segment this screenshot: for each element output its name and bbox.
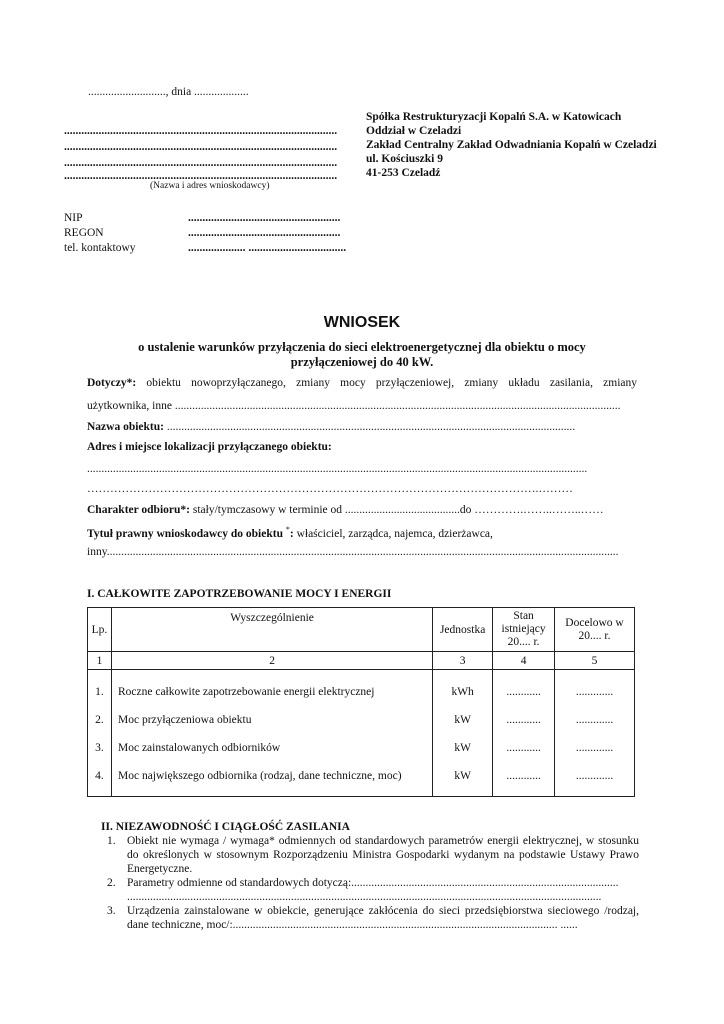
nip-field[interactable]: ..................................................... [188,212,341,224]
applicant-line[interactable]: ............................................................................................... [64,125,338,137]
regon-label: REGON [64,227,104,239]
nip-label: NIP [64,212,83,224]
section1-heading: I. CAŁKOWITE ZAPOTRZEBOWANIE MOCY I ENERGII [87,588,392,600]
list-item [93,876,639,904]
item-extra-line[interactable]: ..................................................................................................................................................................... [127,891,602,903]
row-current[interactable]: ............ [493,706,555,734]
row-desc: Roczne całkowite zapotrzebowanie energii elektrycznej [111,670,432,707]
recipient-line: ul. Kościuszki 9 [366,153,444,165]
energy-table [87,607,635,797]
applicant-caption: (Nazwa i adres wnioskodawcy) [150,181,270,191]
column-number: 5 [555,652,635,670]
row-desc: Moc przyłączeniowa obiektu [111,706,432,734]
row-lp: 4. [88,762,112,797]
row-target[interactable]: ............. [555,706,635,734]
column-header: Wyszczególnienie [111,608,432,652]
table-number-row [88,652,635,670]
column-number: 1 [88,652,112,670]
column-header: Stan istniejący 20.... r. [493,608,555,652]
document-title: WNIOSEK [323,314,401,331]
dotyczy-label: Dotyczy*: [87,377,137,389]
row-unit: kW [433,762,493,797]
table-header-row [88,608,635,652]
phone-label: tel. kontaktowy [64,242,136,254]
applicant-line[interactable]: ............................................................................................... [64,170,338,182]
item-text[interactable]: Obiekt nie wymaga / wymaga* odmiennych od standardowych parametrów energii elektrycznej, w stosunku do określonych w stosownym Rozporządzeniu Ministra Gospodarki wydanym na podstawie Ustawy Prawo Energetyczne. [127,835,639,875]
regon-field[interactable]: ..................................................... [188,227,341,239]
adres-field-1[interactable]: .............................................................................................................................................................................. [87,463,588,475]
item-number: 2. [107,877,116,889]
row-lp: 3. [88,734,112,762]
tytul-asterisk: * [285,525,290,534]
row-target[interactable]: ............. [555,734,635,762]
nazwa-label: Nazwa obiektu: [87,421,164,433]
row-target[interactable]: ............. [555,670,635,707]
recipient-line: 41-253 Czeladź [366,167,441,179]
row-target[interactable]: ............. [555,762,635,797]
row-unit: kWh [433,670,493,707]
inny-field[interactable]: inny.................................................................................................................................................................................. [87,546,619,558]
row-desc: Moc największego odbiornika (rodzaj, dane techniczne, moc) [111,762,432,797]
recipient-line: Zakład Centralny Zakład Odwadniania Kopalń w Czeladzi [366,139,657,151]
row-lp: 2. [88,706,112,734]
dotyczy-line [87,377,637,389]
item-number: 1. [107,835,116,847]
charakter-line [87,504,604,516]
adres-label: Adres i miejsce lokalizacji przyłączanego obiektu: [87,441,332,453]
list-item [93,904,639,932]
dotyczy-options[interactable]: obiektu nowoprzyłączanego, zmiany mocy przyłączeniowej, zmiany układu zasilania, zmiany [146,377,638,389]
column-number: 3 [433,652,493,670]
row-unit: kW [433,706,493,734]
column-number: 2 [111,652,432,670]
row-lp: 1. [88,670,112,707]
column-number: 4 [493,652,555,670]
row-current[interactable]: ............ [493,670,555,707]
applicant-line[interactable]: ............................................................................................... [64,157,338,169]
tytul-colon: : [289,527,294,540]
charakter-label: Charakter odbioru*: [87,504,190,516]
column-header: Lp. [88,608,112,652]
nazwa-field[interactable]: .............................................................................................................................................. [166,421,576,433]
section2-heading: II. NIEZAWODNOŚĆ I CIĄGŁOŚĆ ZASILANIA [101,821,350,833]
charakter-field[interactable]: stały/tymczasowy w terminie od ........................................do ………….……..……..…… [192,504,604,516]
table-row [88,762,635,797]
item-text[interactable]: Urządzenia zainstalowane w obiekcie, generujące zakłócenia do sieci przedsiębiorstwa sieciowego /rodzaj, dane techniczne, moc/:................................................................................................................. ...... [127,905,639,931]
adres-field-2[interactable]: ……………………………………………………………………………………………………….……… [87,483,573,495]
item-text[interactable]: Parametry odmienne od standardowych dotyczą:............................................................................................. [127,877,619,889]
nazwa-line [87,421,575,433]
recipient-line: Oddział w Czeladzi [366,125,462,137]
row-unit: kW [433,734,493,762]
table-row [88,734,635,762]
item-number: 3. [107,905,116,917]
row-current[interactable]: ............ [493,762,555,797]
date-line[interactable]: ..........................., dnia ................... [88,86,249,98]
table-row [88,670,635,707]
row-current[interactable]: ............ [493,734,555,762]
tytul-line [87,525,493,540]
dotyczy-continuation[interactable]: użytkownika, inne ........................................................................................................................................................... [87,400,621,412]
row-desc: Moc zainstalowanych odbiorników [111,734,432,762]
reliability-list [93,834,639,932]
column-header: Jednostka [433,608,493,652]
column-header: Docelowo w 20.... r. [555,608,635,652]
table-row [88,706,635,734]
tytul-label: Tytuł prawny wnioskodawcy do obiektu [87,527,286,540]
phone-field[interactable]: .................... .................................. [188,242,347,254]
applicant-line[interactable]: ............................................................................................... [64,141,338,153]
document-subtitle: o ustalenie warunków przyłączenia do sieci elektroenergetycznej dla obiektu o mocy przyłączeniowej do 40 kW. [138,340,586,369]
tytul-options[interactable]: właściciel, zarządca, najemca, dzierżawca, [296,527,493,540]
recipient-line: Spółka Restrukturyzacji Kopalń S.A. w Katowicach [366,111,622,123]
list-item [93,834,639,876]
